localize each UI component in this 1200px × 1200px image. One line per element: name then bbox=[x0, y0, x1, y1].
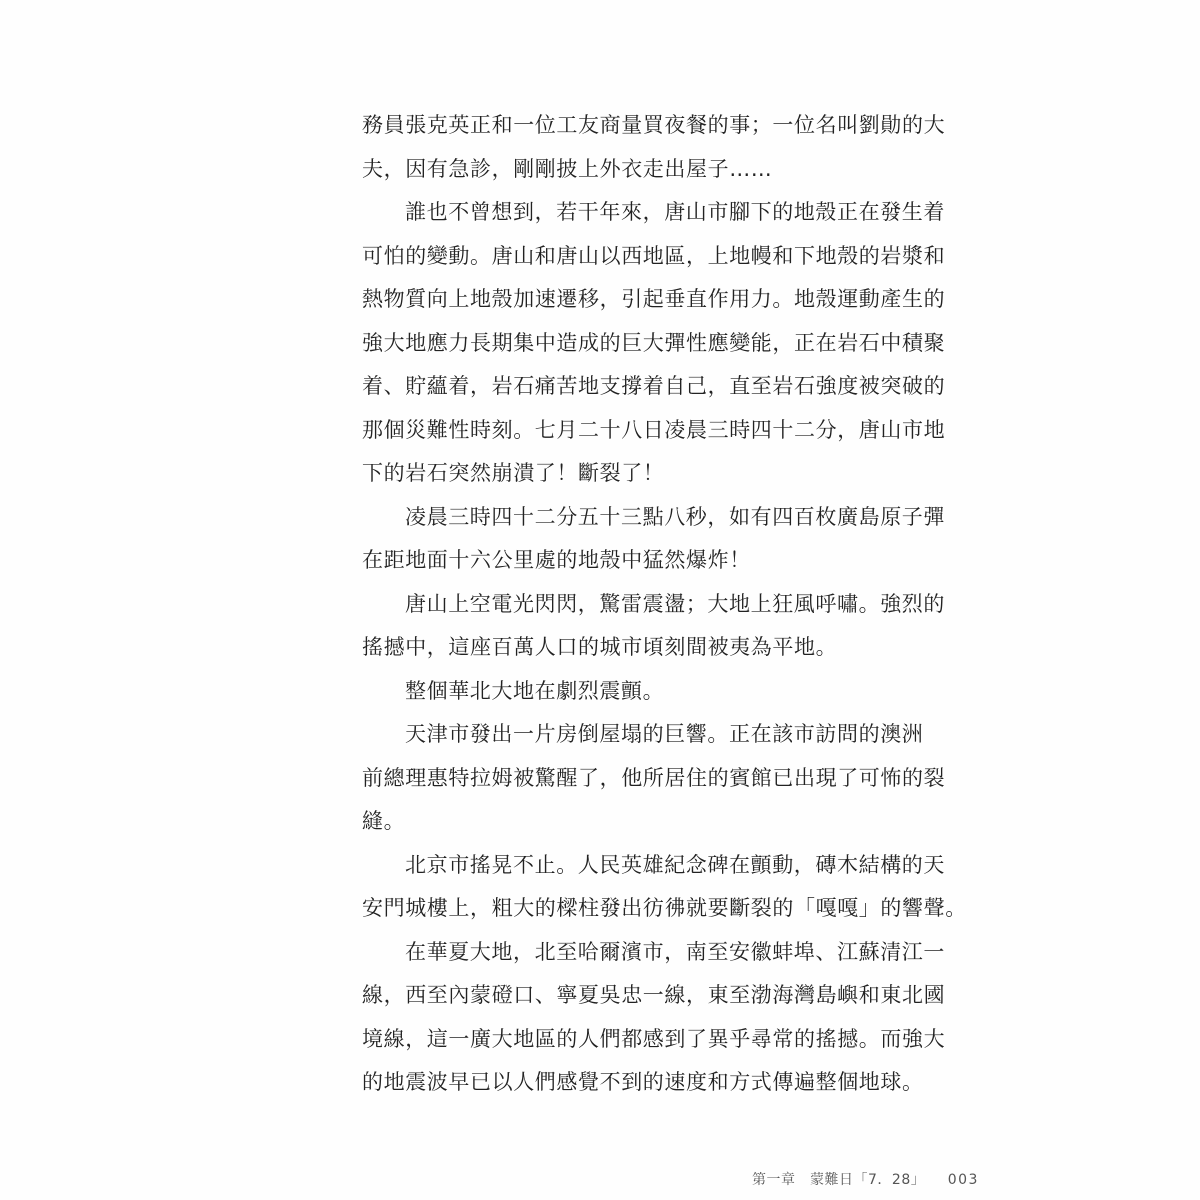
text-line: 那個災難性時刻。七月二十八日凌晨三時四十二分，唐山市地 bbox=[362, 417, 946, 442]
paragraph-start-line: 凌晨三時四十二分五十三點八秒，如有四百枚廣島原子彈 bbox=[405, 504, 945, 529]
page-footer bbox=[752, 1168, 992, 1192]
paragraph-start-line: 誰也不曾想到，若干年來，唐山市腳下的地殼正在發生着 bbox=[405, 200, 945, 224]
text-line: 夫，因有急診，剛剛披上外衣走出屋子…… bbox=[362, 156, 773, 181]
text-line: 可怕的變動。唐山和唐山以西地區，上地幔和下地殼的岩漿和 bbox=[362, 243, 946, 268]
text-line: 境線，這一廣大地區的人們都感到了異乎尋常的搖撼。而強大 bbox=[362, 1026, 946, 1051]
text-line: 着、貯蘊着，岩石痛苦地支撐着自己，直至岩石強度被突破的 bbox=[362, 374, 946, 398]
text-line: 強大地應力長期集中造成的巨大彈性應變能，正在岩石中積聚 bbox=[362, 330, 946, 355]
text-line: 前總理惠特拉姆被驚醒了，他所居住的賓館已出現了可怖的裂 bbox=[362, 765, 946, 790]
text-line: 務員張克英正和一位工友商量買夜餐的事；一位名叫劉勛的大 bbox=[362, 113, 946, 137]
text-line: 熱物質向上地殼加速遷移，引起垂直作用力。地殼運動產生的 bbox=[362, 287, 946, 311]
paragraph-start-line: 在華夏大地，北至哈爾濱市，南至安徽蚌埠、江蘇清江一 bbox=[405, 939, 945, 964]
text-line: 搖撼中，這座百萬人口的城市頃刻間被夷為平地。 bbox=[362, 635, 838, 659]
text-line: 下的岩石突然崩潰了！斷裂了！ bbox=[362, 461, 665, 485]
paragraph-start-line: 唐山上空電光閃閃，驚雷震盪；大地上狂風呼嘯。強烈的 bbox=[405, 591, 945, 616]
paragraph-start-line: 天津市發出一片房倒屋塌的巨響。正在該市訪問的澳洲 bbox=[405, 722, 924, 746]
paragraph-start-line: 整個華北大地在劇烈震顫。 bbox=[405, 678, 665, 703]
text-line: 線，西至內蒙磴口、寧夏吳忠一線，東至渤海灣島嶼和東北國 bbox=[362, 983, 946, 1007]
text-line: 在距地面十六公里處的地殼中猛然爆炸！ bbox=[362, 548, 751, 572]
text-line: 縫。 bbox=[362, 809, 406, 833]
running-chapter-title: 第一章 蒙難日「7．28」 bbox=[752, 1172, 926, 1188]
paragraph-start-line: 北京市搖晃不止。人民英雄紀念碑在顫動，磚木結構的天 bbox=[405, 852, 945, 877]
body-text bbox=[362, 104, 967, 1105]
page-number: 003 bbox=[947, 1172, 979, 1188]
text-line: 的地震波早已以人們感覺不到的速度和方式傳遍整個地球。 bbox=[362, 1070, 924, 1094]
text-line: 安門城樓上，粗大的樑柱發出彷彿就要斷裂的「嘎嘎」的響聲。 bbox=[362, 896, 967, 920]
